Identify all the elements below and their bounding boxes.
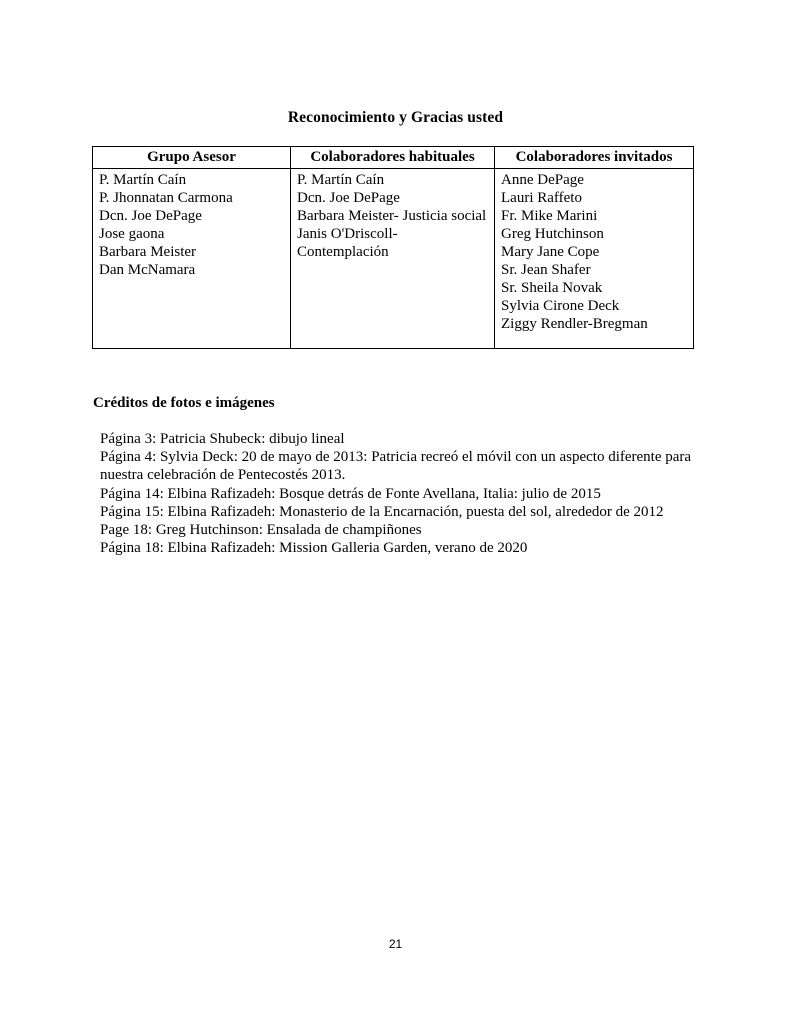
table-cell-colaboradores-habituales xyxy=(291,169,495,349)
table-cell-grupo-asesor xyxy=(93,169,291,349)
table-entry: Sr. Jean Shafer xyxy=(501,262,591,278)
table-header-row xyxy=(93,147,694,169)
table-entry: Dcn. Joe DePage xyxy=(297,190,400,206)
table-entry: Janis O'Driscoll- Contemplación xyxy=(297,226,398,260)
table-body-row xyxy=(93,169,694,349)
acknowledgements-table xyxy=(92,146,694,349)
photo-credit-line: Página 3: Patricia Shubeck: dibujo lineal xyxy=(100,431,345,447)
table-cell-colaboradores-invitados xyxy=(495,169,694,349)
table-entry: P. Martín Caín xyxy=(297,172,385,188)
photo-credit-line: Página 15: Elbina Rafizadeh: Monasterio de la Encarnación, puesta del sol, alrededor de 2012 xyxy=(100,503,664,520)
table-entry: Anne DePage xyxy=(501,172,584,188)
table-entry: Mary Jane Cope xyxy=(501,244,600,260)
document-title: Reconocimiento y Gracias usted xyxy=(287,109,504,126)
photo-credit-line: Page 18: Greg Hutchinson: Ensalada de champiñones xyxy=(100,522,422,539)
table-entry: Sylvia Cirone Deck xyxy=(501,298,620,314)
photo-credits-heading: Créditos de fotos e imágenes xyxy=(93,395,275,411)
table-entry: P. Jhonnatan Carmona xyxy=(99,190,233,206)
table-header-colaboradores-invitados: Colaboradores invitados xyxy=(495,147,694,169)
table-entry: Barbara Meister xyxy=(99,244,197,260)
table-entry: Ziggy Rendler-Bregman xyxy=(501,316,648,332)
table-entry: Sr. Sheila Novak xyxy=(501,280,603,296)
table-entry: Fr. Mike Marini xyxy=(501,208,598,224)
photo-credit-line: Página 18: Elbina Rafizadeh: Mission Galleria Garden, verano de 2020 xyxy=(100,540,528,557)
table-header-colaboradores-habituales: Colaboradores habituales xyxy=(291,147,495,169)
table-entry: Jose gaona xyxy=(99,226,165,242)
table-entry: Dcn. Joe DePage xyxy=(99,208,202,224)
photo-credit-line: Página 4: Sylvia Deck: 20 de mayo de 2013: Patricia recreó el móvil con un aspecto diferente para nuestra celebración de Pentecostés 2013. xyxy=(100,449,692,484)
table-entry: Barbara Meister- Justicia social xyxy=(297,208,487,224)
table-entry: P. Martín Caín xyxy=(99,172,187,188)
table-entry: Greg Hutchinson xyxy=(501,226,604,242)
photo-credits-list xyxy=(100,430,694,557)
table-entry: Dan McNamara xyxy=(99,262,196,278)
table-header-grupo-asesor: Grupo Asesor xyxy=(93,147,291,169)
photo-credit-line: Página 14: Elbina Rafizadeh: Bosque detrás de Fonte Avellana, Italia: julio de 2015 xyxy=(100,485,601,502)
page-number: 21 xyxy=(388,937,403,951)
table-entry: Lauri Raffeto xyxy=(501,190,582,206)
